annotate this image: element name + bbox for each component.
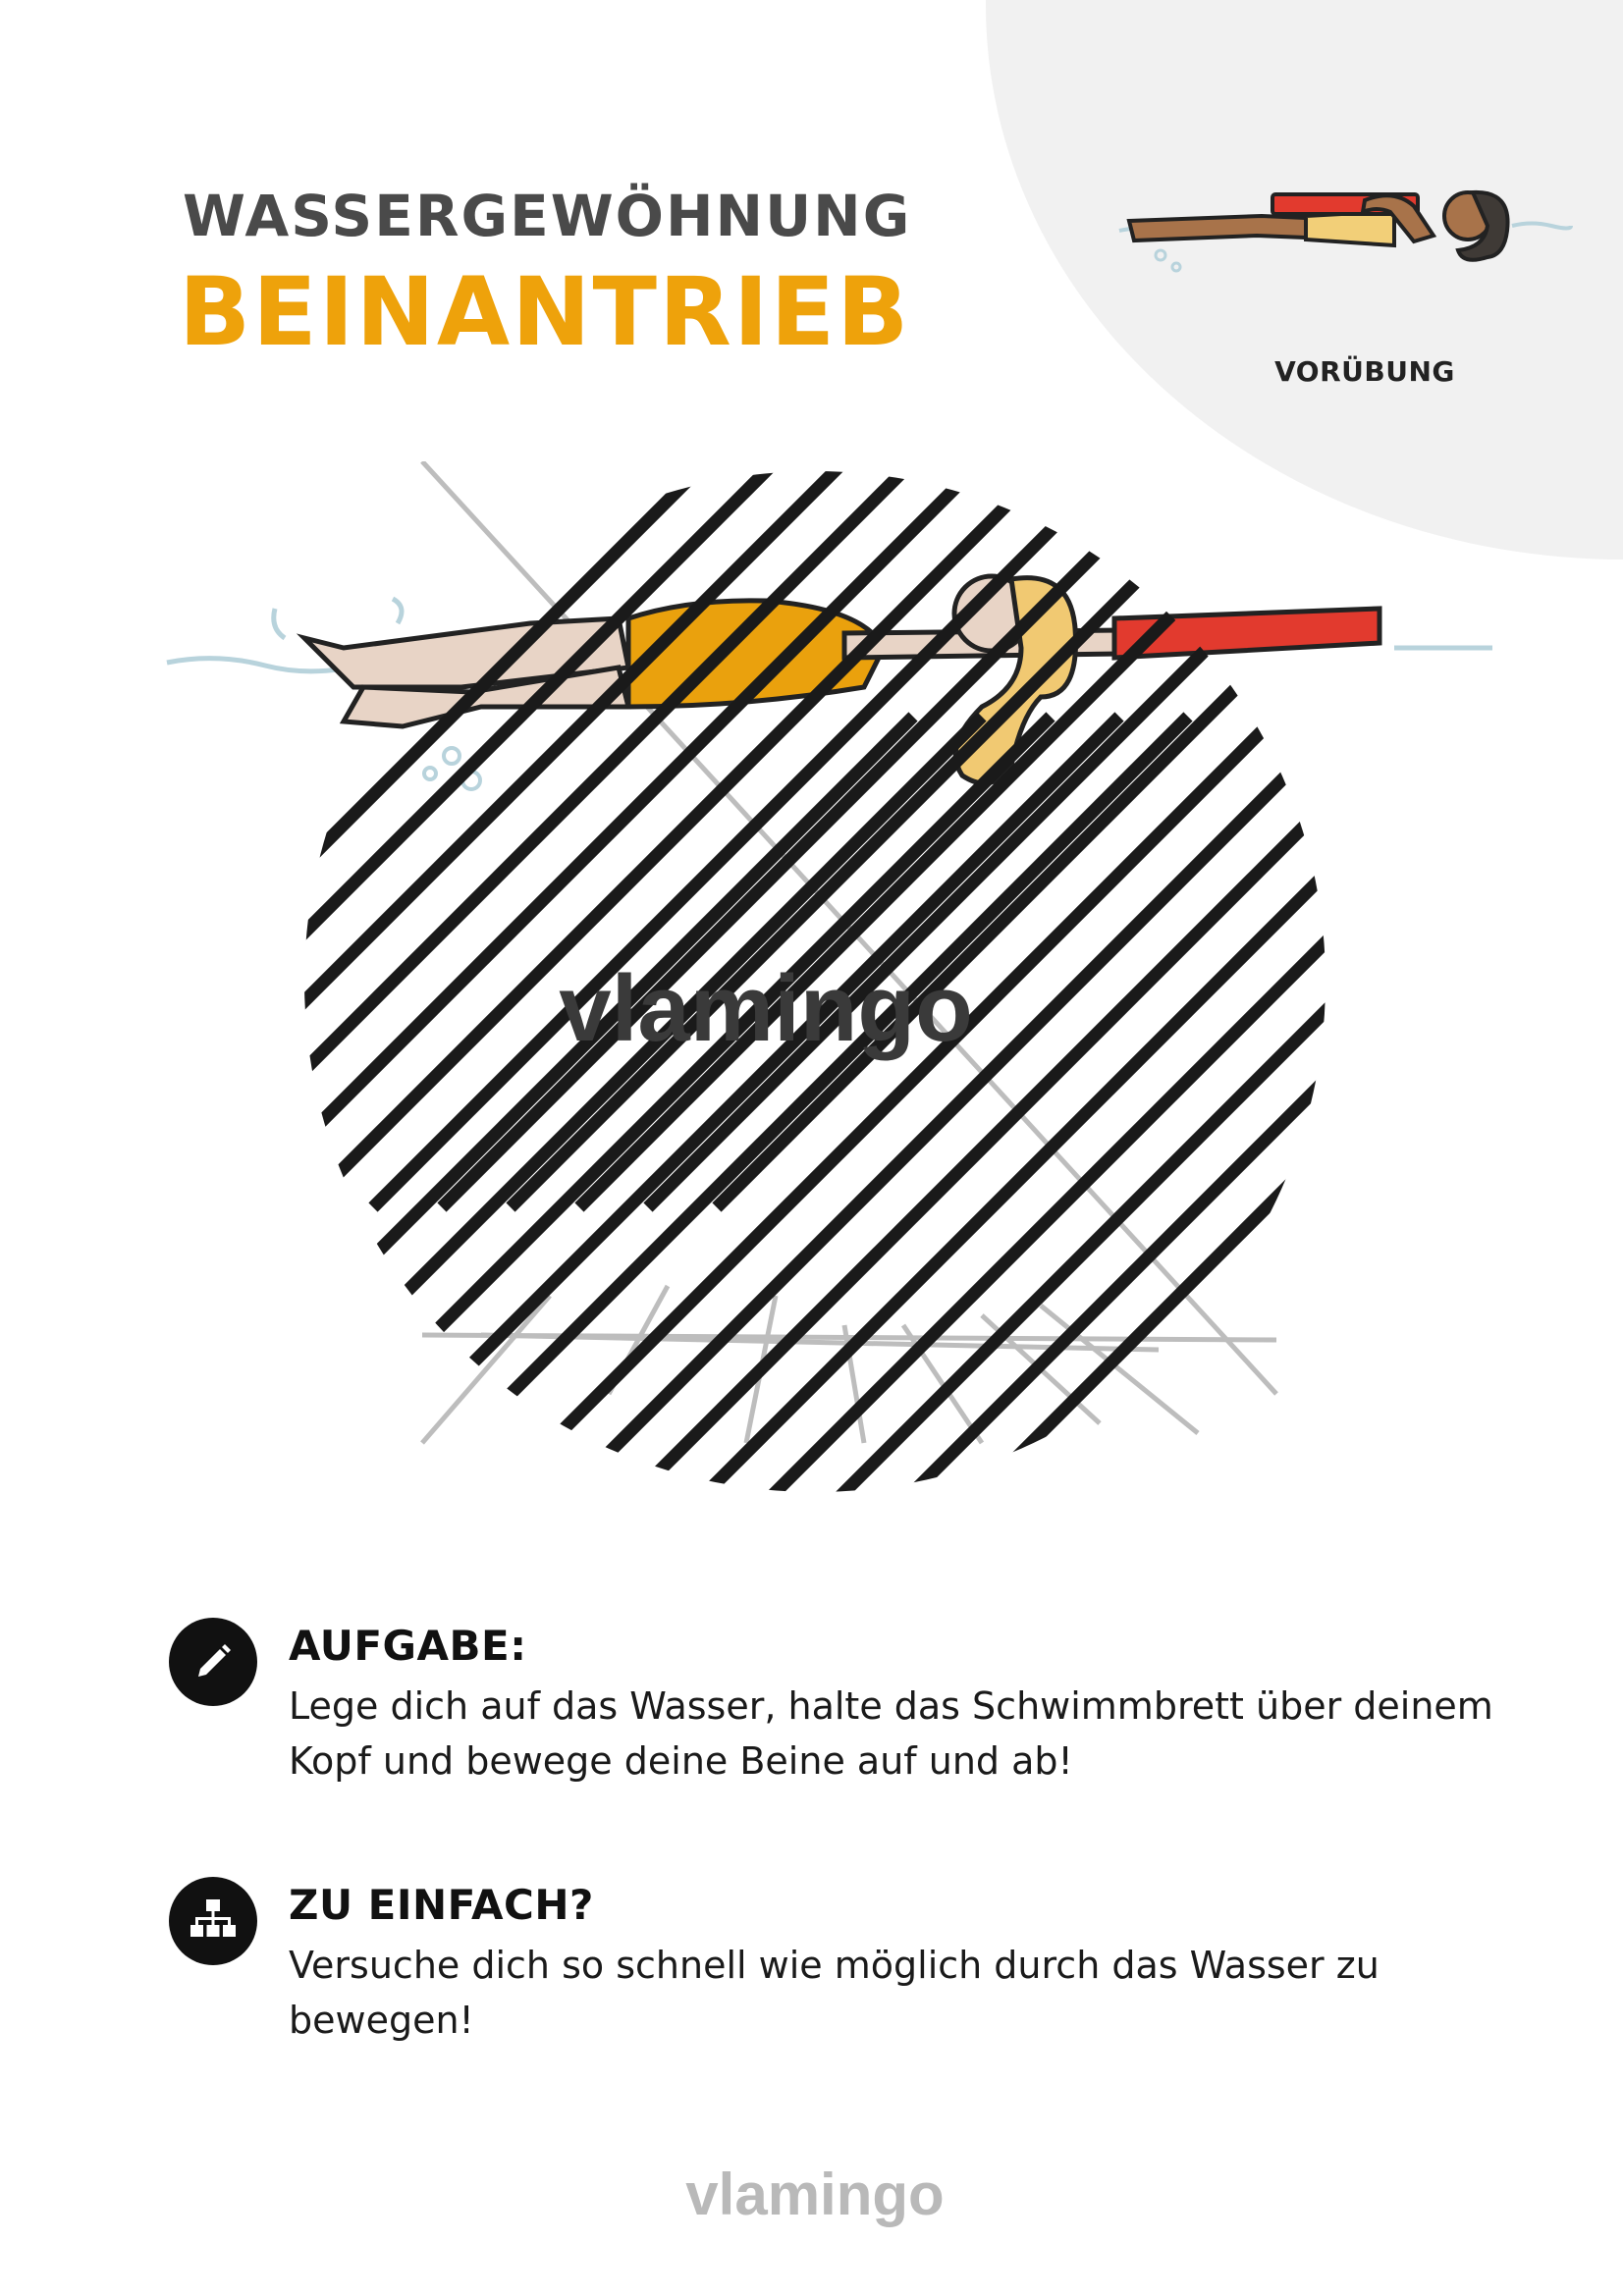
exercise-title: BEINANTRIEB [179, 257, 911, 367]
pool-floor-lines [422, 461, 1276, 1443]
main-swimmer-illustration [157, 461, 1512, 1571]
extra-text-line-1: Versuche dich so schnell wie möglich durch das Wasser zu [289, 1944, 1380, 1987]
extra-text [289, 1938, 1516, 2048]
footer-logo [677, 2160, 952, 2238]
task-text-line-1: Lege dich auf das Wasser, halte das Schwimmbrett über deinem [289, 1684, 1493, 1728]
footer-logo-text: vlamingo [685, 2162, 945, 2227]
category-title: WASSERGEWÖHNUNG [183, 183, 912, 249]
task-heading: AUFGABE: [289, 1622, 527, 1670]
hierarchy-icon [169, 1877, 257, 1965]
task-text [289, 1679, 1516, 1789]
extra-text-line-2: bewegen! [289, 1999, 474, 2042]
preview-label: VORÜBUNG [1274, 355, 1455, 388]
task-text-line-2: Kopf und bewege deine Beine auf und ab! [289, 1739, 1073, 1783]
preview-swimmer-illustration [1100, 177, 1581, 285]
extra-heading: ZU EINFACH? [289, 1881, 594, 1929]
watermark-text: vlamingo [559, 956, 973, 1061]
pencil-icon [169, 1618, 257, 1706]
